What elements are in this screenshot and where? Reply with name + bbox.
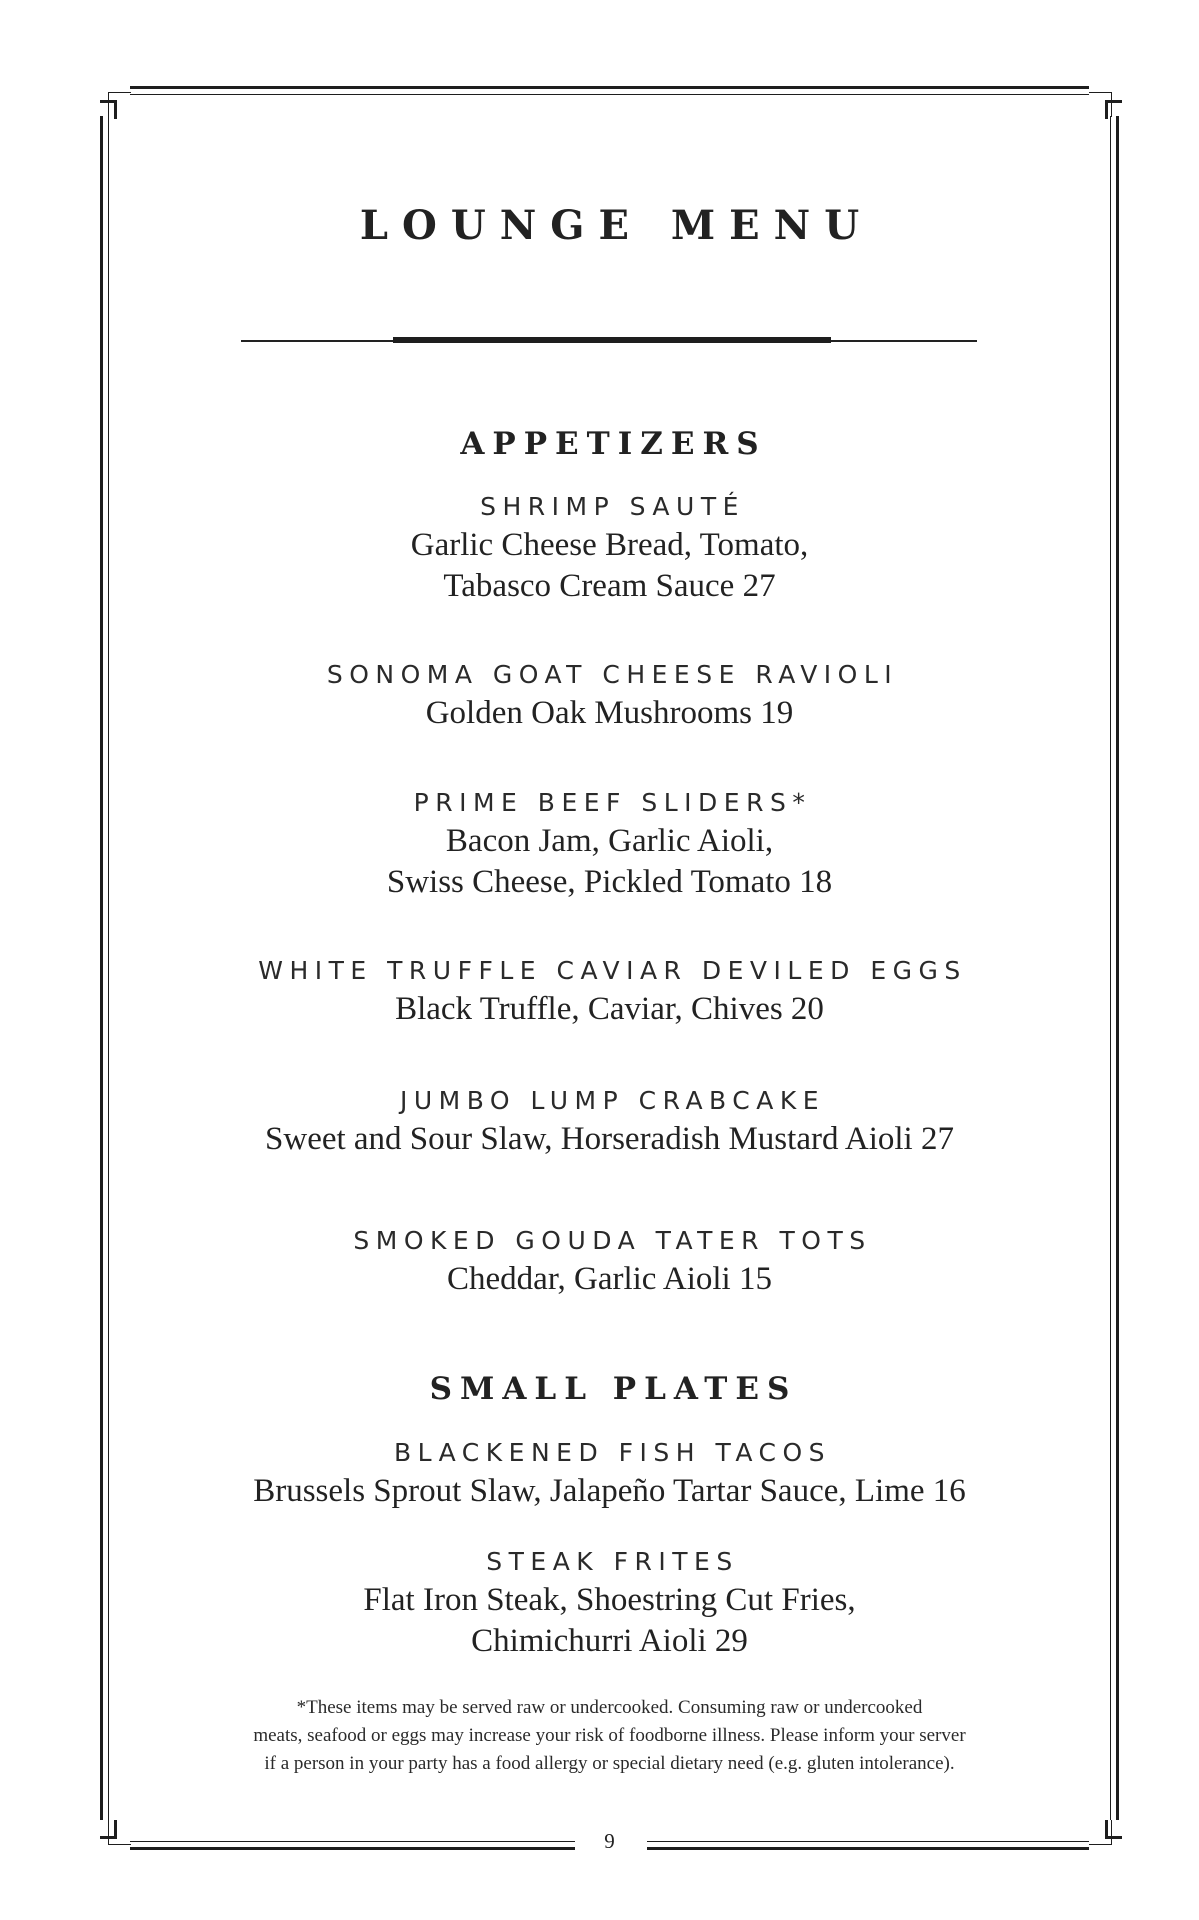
description-line: Brussels Sprout Slaw, Jalapeño Tartar Sauce, Lime 16 [253,1473,966,1509]
menu-item-name: SHRIMP SAUTÉ [480,492,745,521]
allergy-disclaimer [110,1694,1109,1778]
description-line: Flat Iron Steak, Shoestring Cut Fries, [363,1582,856,1618]
description-line: Black Truffle, Caviar, Chives 20 [395,991,824,1027]
disclaimer-line: if a person in your party has a food allergy or special dietary need (e.g. gluten intolerance). [264,1753,955,1774]
menu-item-description [110,1471,1109,1512]
page-number-text: 9 [580,1829,639,1853]
description-line: Swiss Cheese, Pickled Tomato 18 [386,864,833,900]
menu-item-description [110,525,1109,607]
menu-item-name: BLACKENED FISH TACOS [393,1438,832,1467]
disclaimer-line: *These items may be served raw or undercooked. Consuming raw or undercooked [296,1697,923,1718]
description-line: Golden Oak Mushrooms 19 [425,695,794,731]
menu-item-name: SMOKED GOUDA TATER TOTS [353,1226,872,1255]
corner-ornament-top-left [100,86,130,116]
title-divider-thick [393,337,831,343]
menu-item-description [110,1259,1109,1300]
description-line: Bacon Jam, Garlic Aioli, [445,823,774,859]
menu-item-description [110,989,1109,1030]
description-line: Cheddar, Garlic Aioli 15 [447,1261,772,1297]
menu-item-name: SONOMA GOAT CHEESE RAVIOLI [326,660,899,689]
page-title: LOUNGE MENU [359,202,874,249]
page-number [110,1829,1109,1854]
disclaimer-line: meats, seafood or eggs may increase your risk of foodborne illness. Please inform your server [253,1725,966,1746]
menu-item-description [110,821,1109,903]
menu-item-description [110,693,1109,734]
menu-item-name: PRIME BEEF SLIDERS* [413,788,812,817]
menu-item-description [110,1119,1109,1160]
description-line: Tabasco Cream Sauce 27 [443,568,776,604]
description-line: Sweet and Sour Slaw, Horseradish Mustard Aioli 27 [265,1121,954,1157]
corner-ornament-top-right [1089,86,1119,116]
section-heading-appetizers: APPETIZERS [460,426,767,462]
menu-item-name: WHITE TRUFFLE CAVIAR DEVILED EGGS [258,956,967,985]
description-line: Chimichurri Aioli 29 [471,1623,748,1659]
menu-item-name: JUMBO LUMP CRABCAKE [399,1086,826,1115]
menu-item-name: STEAK FRITES [486,1547,739,1576]
section-heading-small-plates: SMALL PLATES [429,1371,798,1407]
menu-item-description [110,1580,1109,1662]
description-line: Garlic Cheese Bread, Tomato, [410,527,809,563]
